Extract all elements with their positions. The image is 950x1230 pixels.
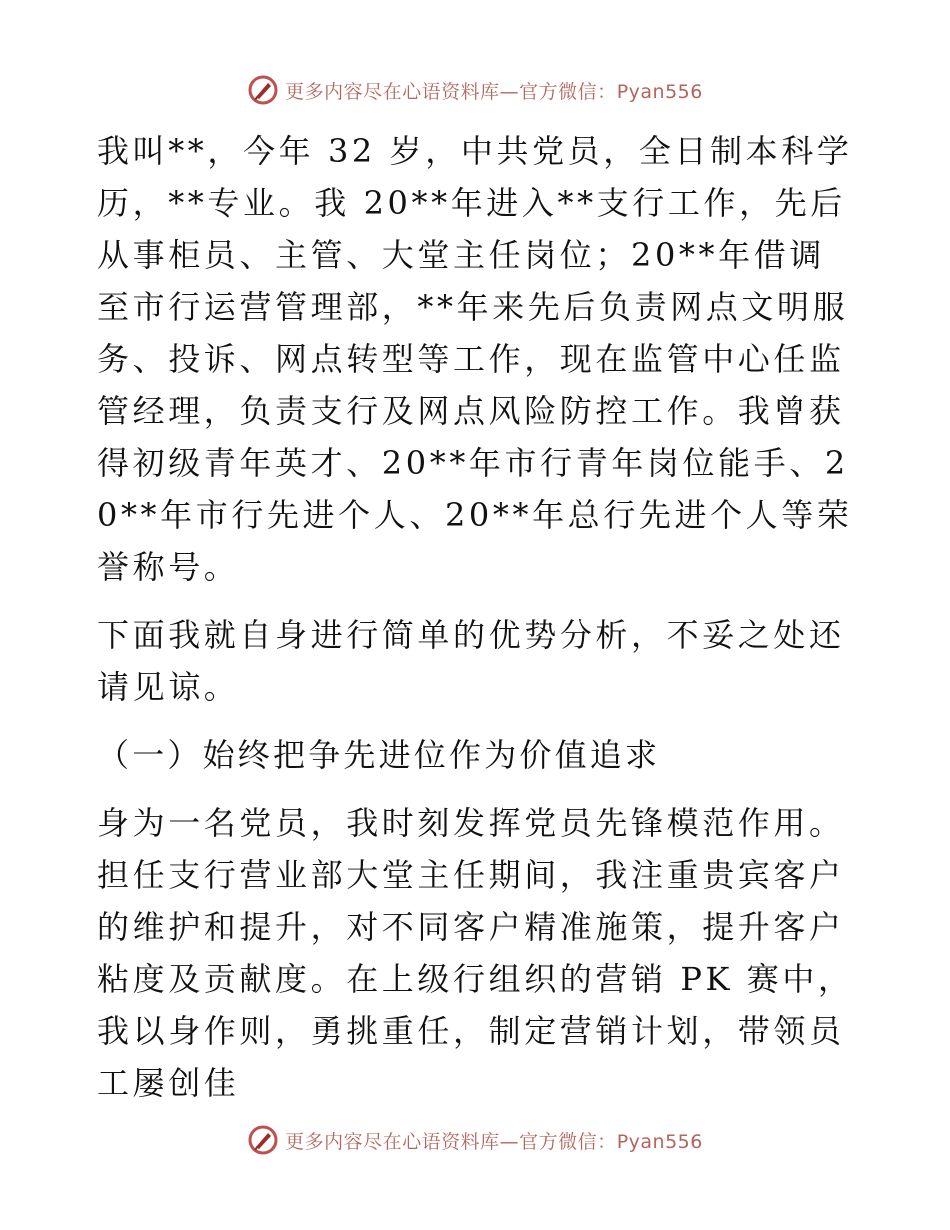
- watermark-text: [285, 77, 703, 104]
- watermark-banner-top: [0, 72, 950, 108]
- watermark-site-text: 更多内容尽在心语资料库: [285, 1130, 500, 1153]
- watermark-text: [285, 1127, 703, 1154]
- watermark-wechat-label: 官方微信：: [519, 1130, 617, 1153]
- watermark-group: [247, 1124, 703, 1156]
- quill-logo-icon: [247, 1124, 279, 1156]
- watermark-wechat-id: Pyan556: [616, 1130, 703, 1153]
- watermark-separator: —: [499, 1130, 520, 1153]
- watermark-wechat-id: Pyan556: [616, 80, 703, 103]
- document-body: [97, 125, 857, 1109]
- quill-logo-icon: [247, 74, 279, 106]
- watermark-group: [247, 74, 703, 106]
- section-heading: （一）始终把争先进位作为价值追求: [97, 736, 661, 774]
- paragraph-party-member: 身为一名党员，我时刻发挥党员先锋模范作用。担任支行营业部大堂主任期间，我注重贵宾客户的维护和提升，对不同客户精准施策，提升客户粘度及贡献度。在上级行组织的营销 PK 赛中，我以身作则，勇挑重任，制定营销计划，带领员工屡创佳: [97, 804, 854, 1102]
- watermark-wechat-label: 官方微信：: [519, 80, 617, 103]
- paragraph-analysis: 下面我就自身进行简单的优势分析，不妥之处还请见谅。: [97, 616, 845, 706]
- watermark-banner-bottom: [0, 1122, 950, 1158]
- paragraph-intro: 我叫**，今年 32 岁，中共党员，全日制本科学历，**专业。我 20**年进入**支行工作，先后从事柜员、主管、大堂主任岗位；20**年借调至市行运营管理部，**年来先后负责网点文明服务、投诉、网点转型等工作，现在监管中心任监管经理，负责支行及网点风险防控工作。我曾获得初级青年英才、20**年市行青年岗位能手、20**年市行先进个人、20**年总行先进个人等荣誉称号。: [97, 132, 853, 586]
- watermark-separator: —: [499, 80, 520, 103]
- watermark-site-text: 更多内容尽在心语资料库: [285, 80, 500, 103]
